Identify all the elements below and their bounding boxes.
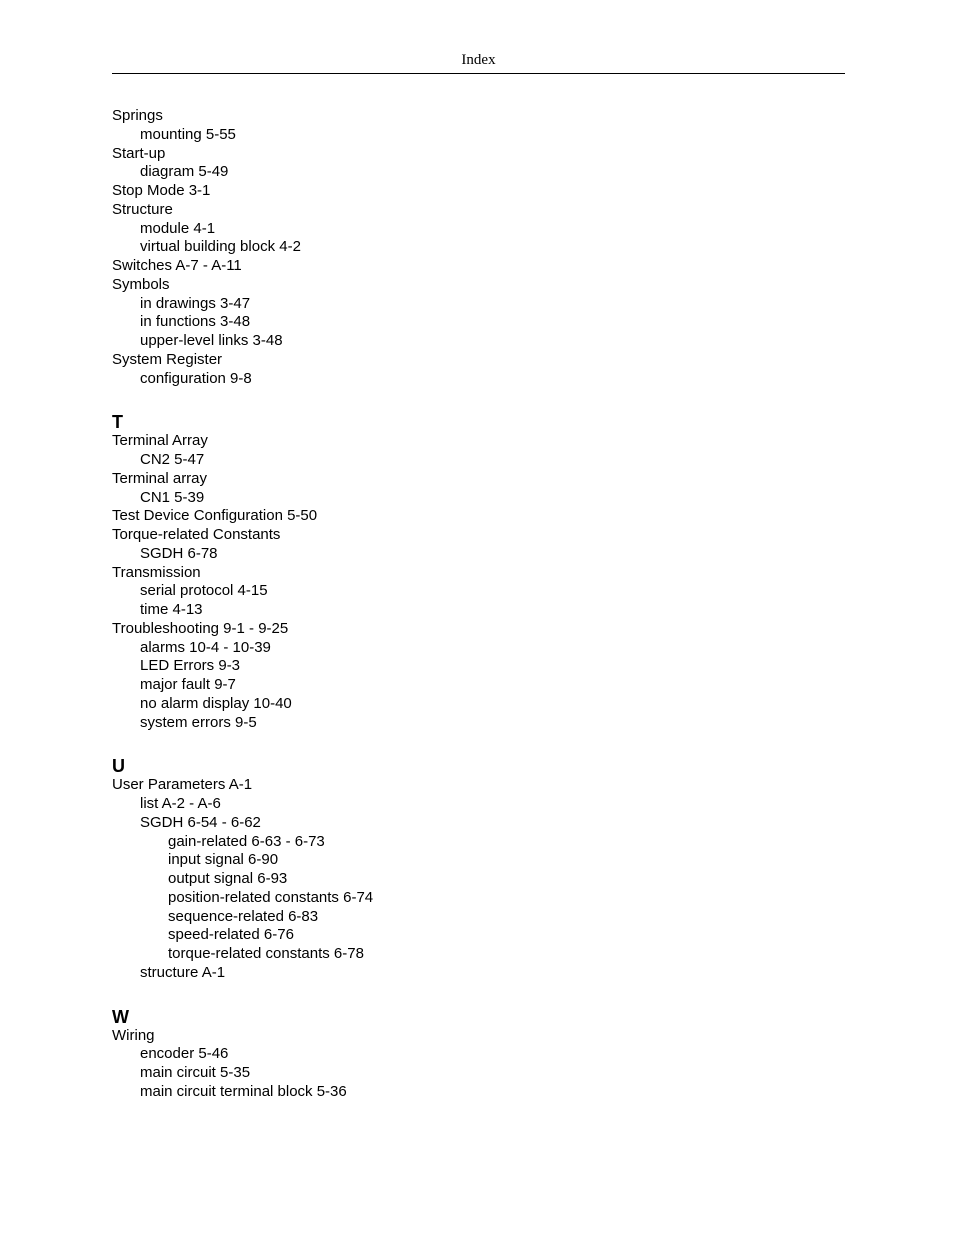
index-entry: Test Device Configuration 5-50 <box>112 507 318 525</box>
index-subentry: main circuit terminal block 5-36 <box>140 1082 347 1100</box>
index-section <box>112 412 845 732</box>
index-subentry: upper-level links 3-48 <box>140 332 283 349</box>
index-entry: Springs <box>112 107 163 124</box>
index-subentry: time 4-13 <box>140 601 203 618</box>
index-subentry: configuration 9-8 <box>140 369 252 387</box>
page-header <box>112 52 845 74</box>
index-subentry: gain-related 6-63 - 6-73 <box>168 832 325 850</box>
index-subentry: no alarm display 10-40 <box>140 694 292 712</box>
index-entry: Troubleshooting 9-1 - 9-25 <box>112 619 289 637</box>
index-subentry: serial protocol 4-15 <box>140 582 268 600</box>
index-section <box>112 756 845 982</box>
index-subentry: alarms 10-4 - 10-39 <box>140 638 271 656</box>
index-subentry: structure A-1 <box>140 963 226 981</box>
index-subentry: CN2 5-47 <box>140 451 205 468</box>
index-entry: Switches A-7 - A-11 <box>112 257 242 274</box>
index-subentry: main circuit 5-35 <box>140 1064 251 1081</box>
index-subentry: encoder 5-46 <box>140 1045 229 1063</box>
index-entry: User Parameters A-1 <box>112 776 253 794</box>
index-subentry: virtual building block 4-2 <box>140 238 301 256</box>
index-subentry: sequence-related 6-83 <box>168 907 319 925</box>
index-subentry: speed-related 6-76 <box>168 926 294 944</box>
index-subentry: module 4-1 <box>140 219 216 237</box>
index-entry: Terminal Array <box>112 432 208 450</box>
index-entry: Wiring <box>112 1026 155 1044</box>
index-section <box>112 107 845 388</box>
header-title: Index <box>461 52 496 68</box>
index-subentry: list A-2 - A-6 <box>140 795 221 812</box>
section-letter: W <box>112 1006 129 1027</box>
index-subentry: output signal 6-93 <box>168 870 288 887</box>
index-subentry: torque-related constants 6-78 <box>168 945 364 962</box>
index-entry: Torque-related Constants <box>112 526 281 543</box>
index-entry: Terminal array <box>112 469 208 487</box>
index-content <box>112 107 845 1102</box>
index-subentry: SGDH 6-54 - 6-62 <box>140 813 261 831</box>
index-subentry: mounting 5-55 <box>140 125 236 143</box>
index-subentry: diagram 5-49 <box>140 163 229 181</box>
index-subentry: input signal 6-90 <box>168 851 279 869</box>
index-entry: Stop Mode 3-1 <box>112 182 211 199</box>
index-entry: System Register <box>112 350 223 368</box>
index-subentry: in functions 3-48 <box>140 313 251 331</box>
index-subentry: CN1 5-39 <box>140 488 205 506</box>
index-section <box>112 1007 845 1102</box>
section-letter: T <box>112 412 123 433</box>
index-subentry: in drawings 3-47 <box>140 294 251 312</box>
index-subentry: major fault 9-7 <box>140 676 236 693</box>
index-subentry: position-related constants 6-74 <box>168 888 374 906</box>
index-entry: Symbols <box>112 275 170 293</box>
index-subentry: LED Errors 9-3 <box>140 657 241 675</box>
index-entry: Structure <box>112 200 173 218</box>
section-letter: U <box>112 756 125 777</box>
index-subentry: SGDH 6-78 <box>140 544 218 562</box>
index-subentry: system errors 9-5 <box>140 713 257 731</box>
index-entry: Transmission <box>112 563 201 581</box>
index-entry: Start-up <box>112 144 166 162</box>
